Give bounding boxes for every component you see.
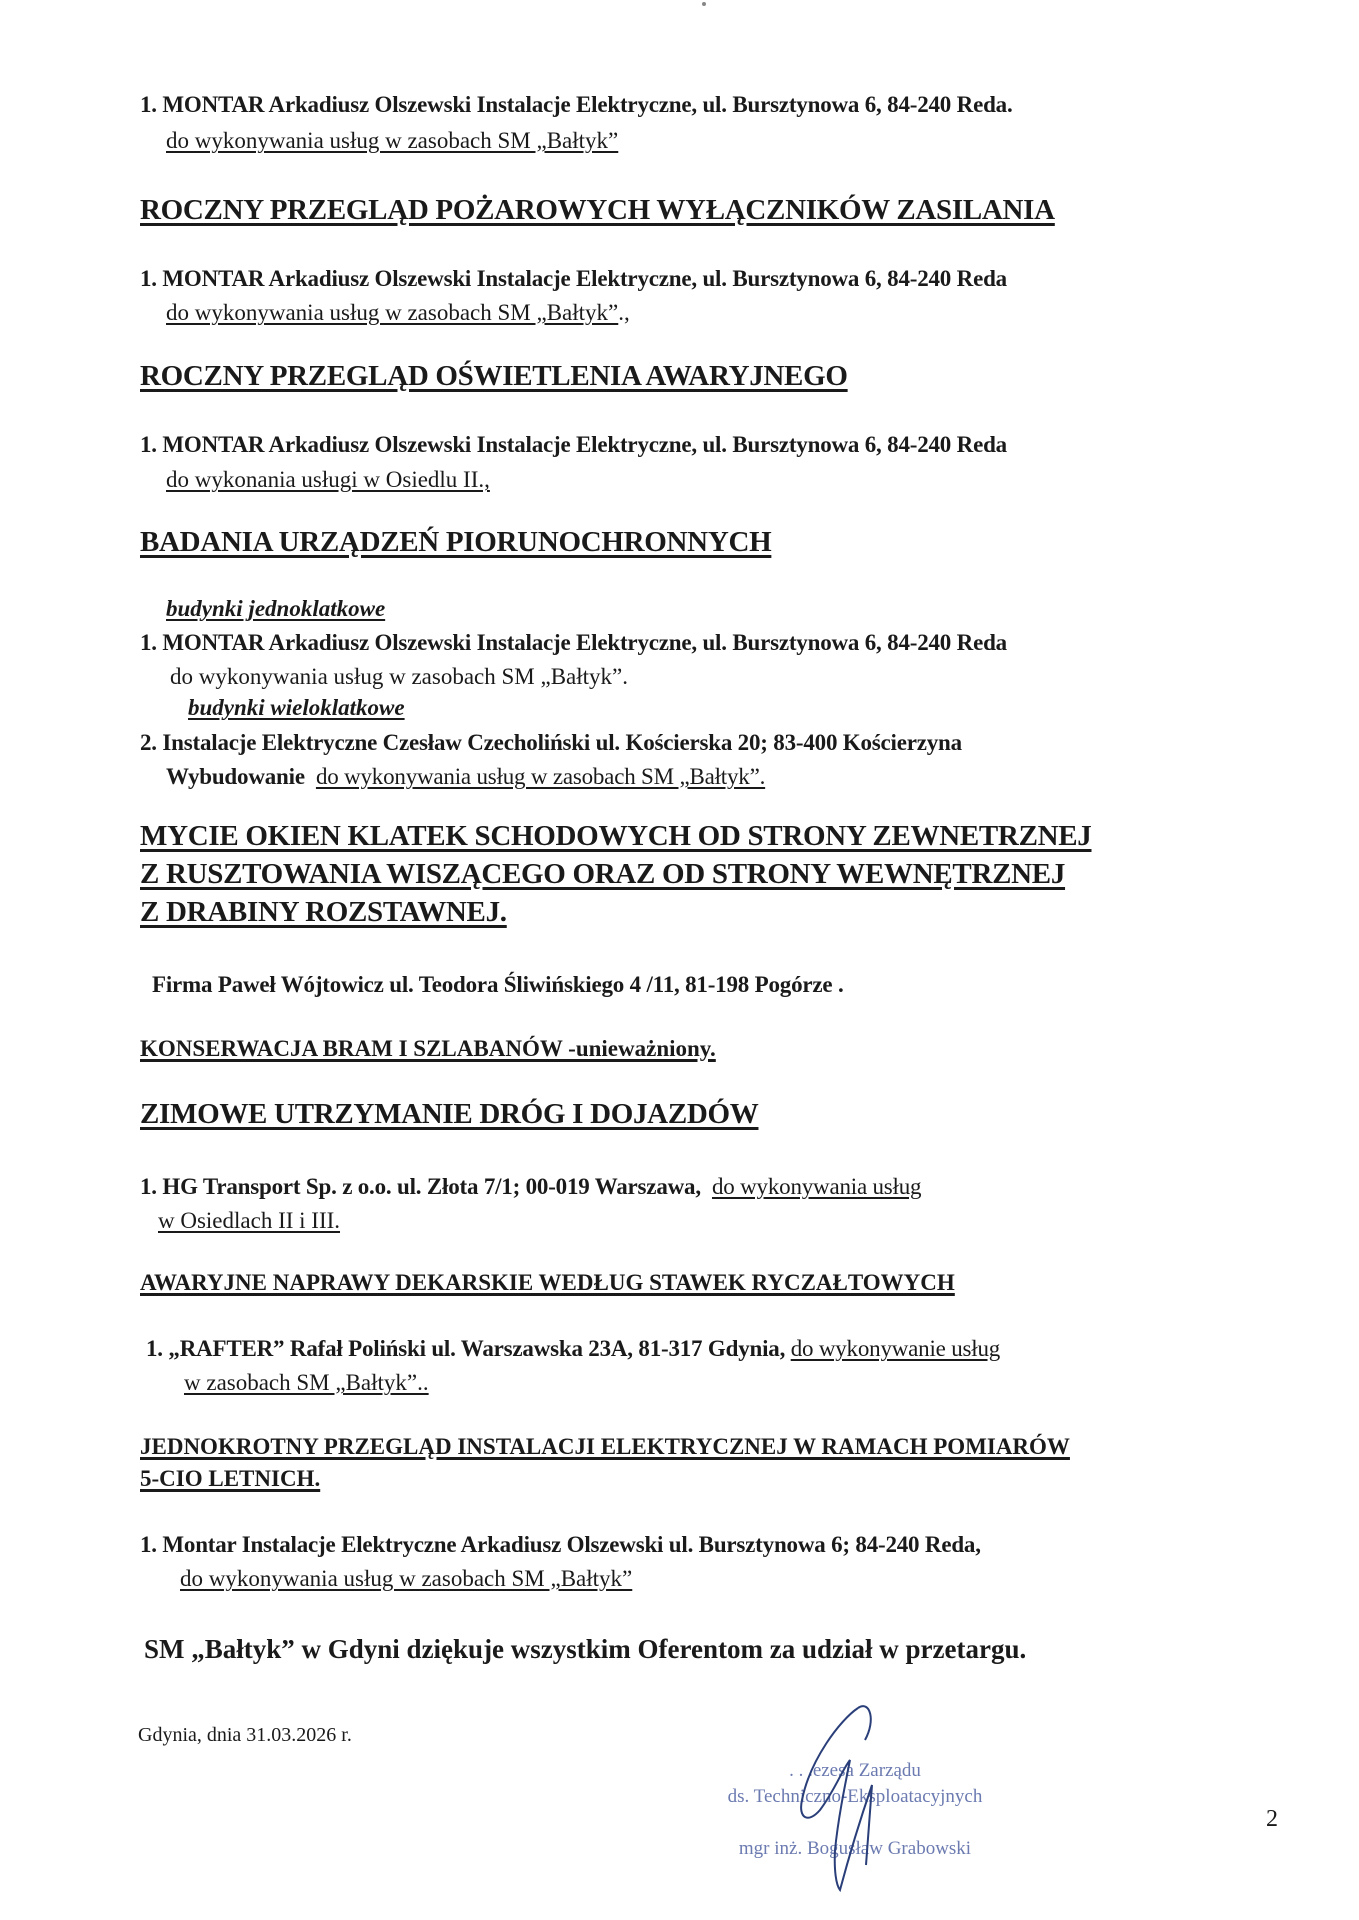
section-heading-line: MYCIE OKIEN KLATEK SCHODOWYCH OD STRONY ZEWNETRZNEJ bbox=[140, 820, 1092, 852]
entry-scope: do wykonywania usług w zasobach SM „Bałtyk” bbox=[180, 1566, 633, 1591]
entry-scope: do wykonywania usług w zasobach SM „Bałtyk” bbox=[166, 300, 619, 325]
stamp-line-title: . . .ezesa Zarządu bbox=[789, 1760, 921, 1781]
page-number: 2 bbox=[1266, 1806, 1278, 1832]
entry-main: 1. MONTAR Arkadiusz Olszewski Instalacje Elektryczne, ul. Bursztynowa 6, 84-240 Reda bbox=[140, 630, 1007, 655]
entry-scope-suffix: ., bbox=[618, 300, 630, 325]
entry-scope-line bbox=[166, 764, 765, 790]
entry-scope: w zasobach SM „Bałtyk”.. bbox=[184, 1370, 429, 1395]
stamp-line-dept: ds. Techniczno-Eksploatacyjnych bbox=[727, 1786, 983, 1807]
entry-scope: w Osiedlach II i III. bbox=[158, 1208, 341, 1233]
entry-main: 1. MONTAR Arkadiusz Olszewski Instalacje Elektryczne, ul. Bursztynowa 6, 84-240 Reda bbox=[140, 432, 1007, 457]
entry-main: 2. Instalacje Elektryczne Czesław Czecholiński ul. Kościerska 20; 83-400 Kościerzyna bbox=[140, 730, 962, 755]
signature-icon bbox=[780, 1690, 920, 1900]
entry-main: Firma Paweł Wójtowicz ul. Teodora Śliwińskiego 4 /11, 81-198 Pogórze . bbox=[152, 972, 844, 997]
entry-main: 1. MONTAR Arkadiusz Olszewski Instalacje Elektryczne, ul. Bursztynowa 6, 84-240 Reda. bbox=[140, 92, 1013, 117]
section-heading-line: Z DRABINY ROZSTAWNEJ. bbox=[140, 896, 507, 928]
section-heading: KONSERWACJA BRAM I SZLABANÓW -unieważniony. bbox=[140, 1036, 716, 1061]
section-heading: ROCZNY PRZEGLĄD POŻAROWYCH WYŁĄCZNIKÓW ZASILANIA bbox=[140, 194, 1055, 226]
entry-main: 1. HG Transport Sp. z o.o. ul. Złota 7/1; 00-019 Warszawa, bbox=[140, 1174, 701, 1199]
group-label: budynki jednoklatkowe bbox=[166, 596, 386, 621]
section-heading: AWARYJNE NAPRAWY DEKARSKIE WEDŁUG STAWEK RYCZAŁTOWYCH bbox=[140, 1270, 955, 1295]
section-heading: ZIMOWE UTRZYMANIE DRÓG I DOJAZDÓW bbox=[140, 1098, 759, 1130]
entry-scope: do wykonania usługi w Osiedlu II., bbox=[166, 467, 490, 492]
entry-scope-inline: do wykonywanie usług bbox=[790, 1336, 1001, 1361]
entry-main: 1. MONTAR Arkadiusz Olszewski Instalacje Elektryczne, ul. Bursztynowa 6, 84-240 Reda bbox=[140, 266, 1007, 291]
date-line: Gdynia, dnia 31.03.2026 r. bbox=[138, 1724, 352, 1746]
entry-scope: do wykonywania usług w zasobach SM „Bałtyk”. bbox=[315, 764, 766, 789]
group-label: budynki wieloklatkowe bbox=[188, 695, 405, 720]
entry-main: 1. Montar Instalacje Elektryczne Arkadiusz Olszewski ul. Bursztynowa 6; 84-240 Reda, bbox=[140, 1532, 981, 1557]
section-heading-line: 5-CIO LETNICH. bbox=[140, 1466, 321, 1491]
section-heading-line: Z RUSZTOWANIA WISZĄCEGO ORAZ OD STRONY WEWNĘTRZNEJ bbox=[140, 858, 1066, 890]
section-heading: BADANIA URZĄDZEŃ PIORUNOCHRONNYCH bbox=[140, 526, 772, 558]
scan-speck bbox=[702, 2, 706, 6]
entry-main-line bbox=[140, 1174, 921, 1200]
entry-main-line bbox=[146, 1336, 1000, 1362]
section-heading-line: JEDNOKROTNY PRZEGLĄD INSTALACJI ELEKTRYCZNEJ W RAMACH POMIARÓW bbox=[140, 1434, 1070, 1459]
entry-main: 1. „RAFTER” Rafał Poliński ul. Warszawska 23A, 81-317 Gdynia, bbox=[146, 1336, 786, 1361]
entry-prefix: Wybudowanie bbox=[166, 764, 305, 789]
entry-scope-line bbox=[166, 300, 630, 326]
closing-statement: SM „Bałtyk” w Gdyni dziękuje wszystkim Oferentom za udział w przetargu. bbox=[144, 1634, 1027, 1664]
entry-scope: do wykonywania usług w zasobach SM „Bałtyk” bbox=[166, 128, 619, 153]
entry-scope: do wykonywania usług w zasobach SM „Bałtyk”. bbox=[170, 664, 629, 689]
section-heading: ROCZNY PRZEGLĄD OŚWIETLENIA AWARYJNEGO bbox=[140, 360, 848, 392]
entry-scope-inline: do wykonywania usług bbox=[711, 1174, 922, 1199]
stamp-line-name: mgr inż. Bogusław Grabowski bbox=[738, 1838, 972, 1859]
